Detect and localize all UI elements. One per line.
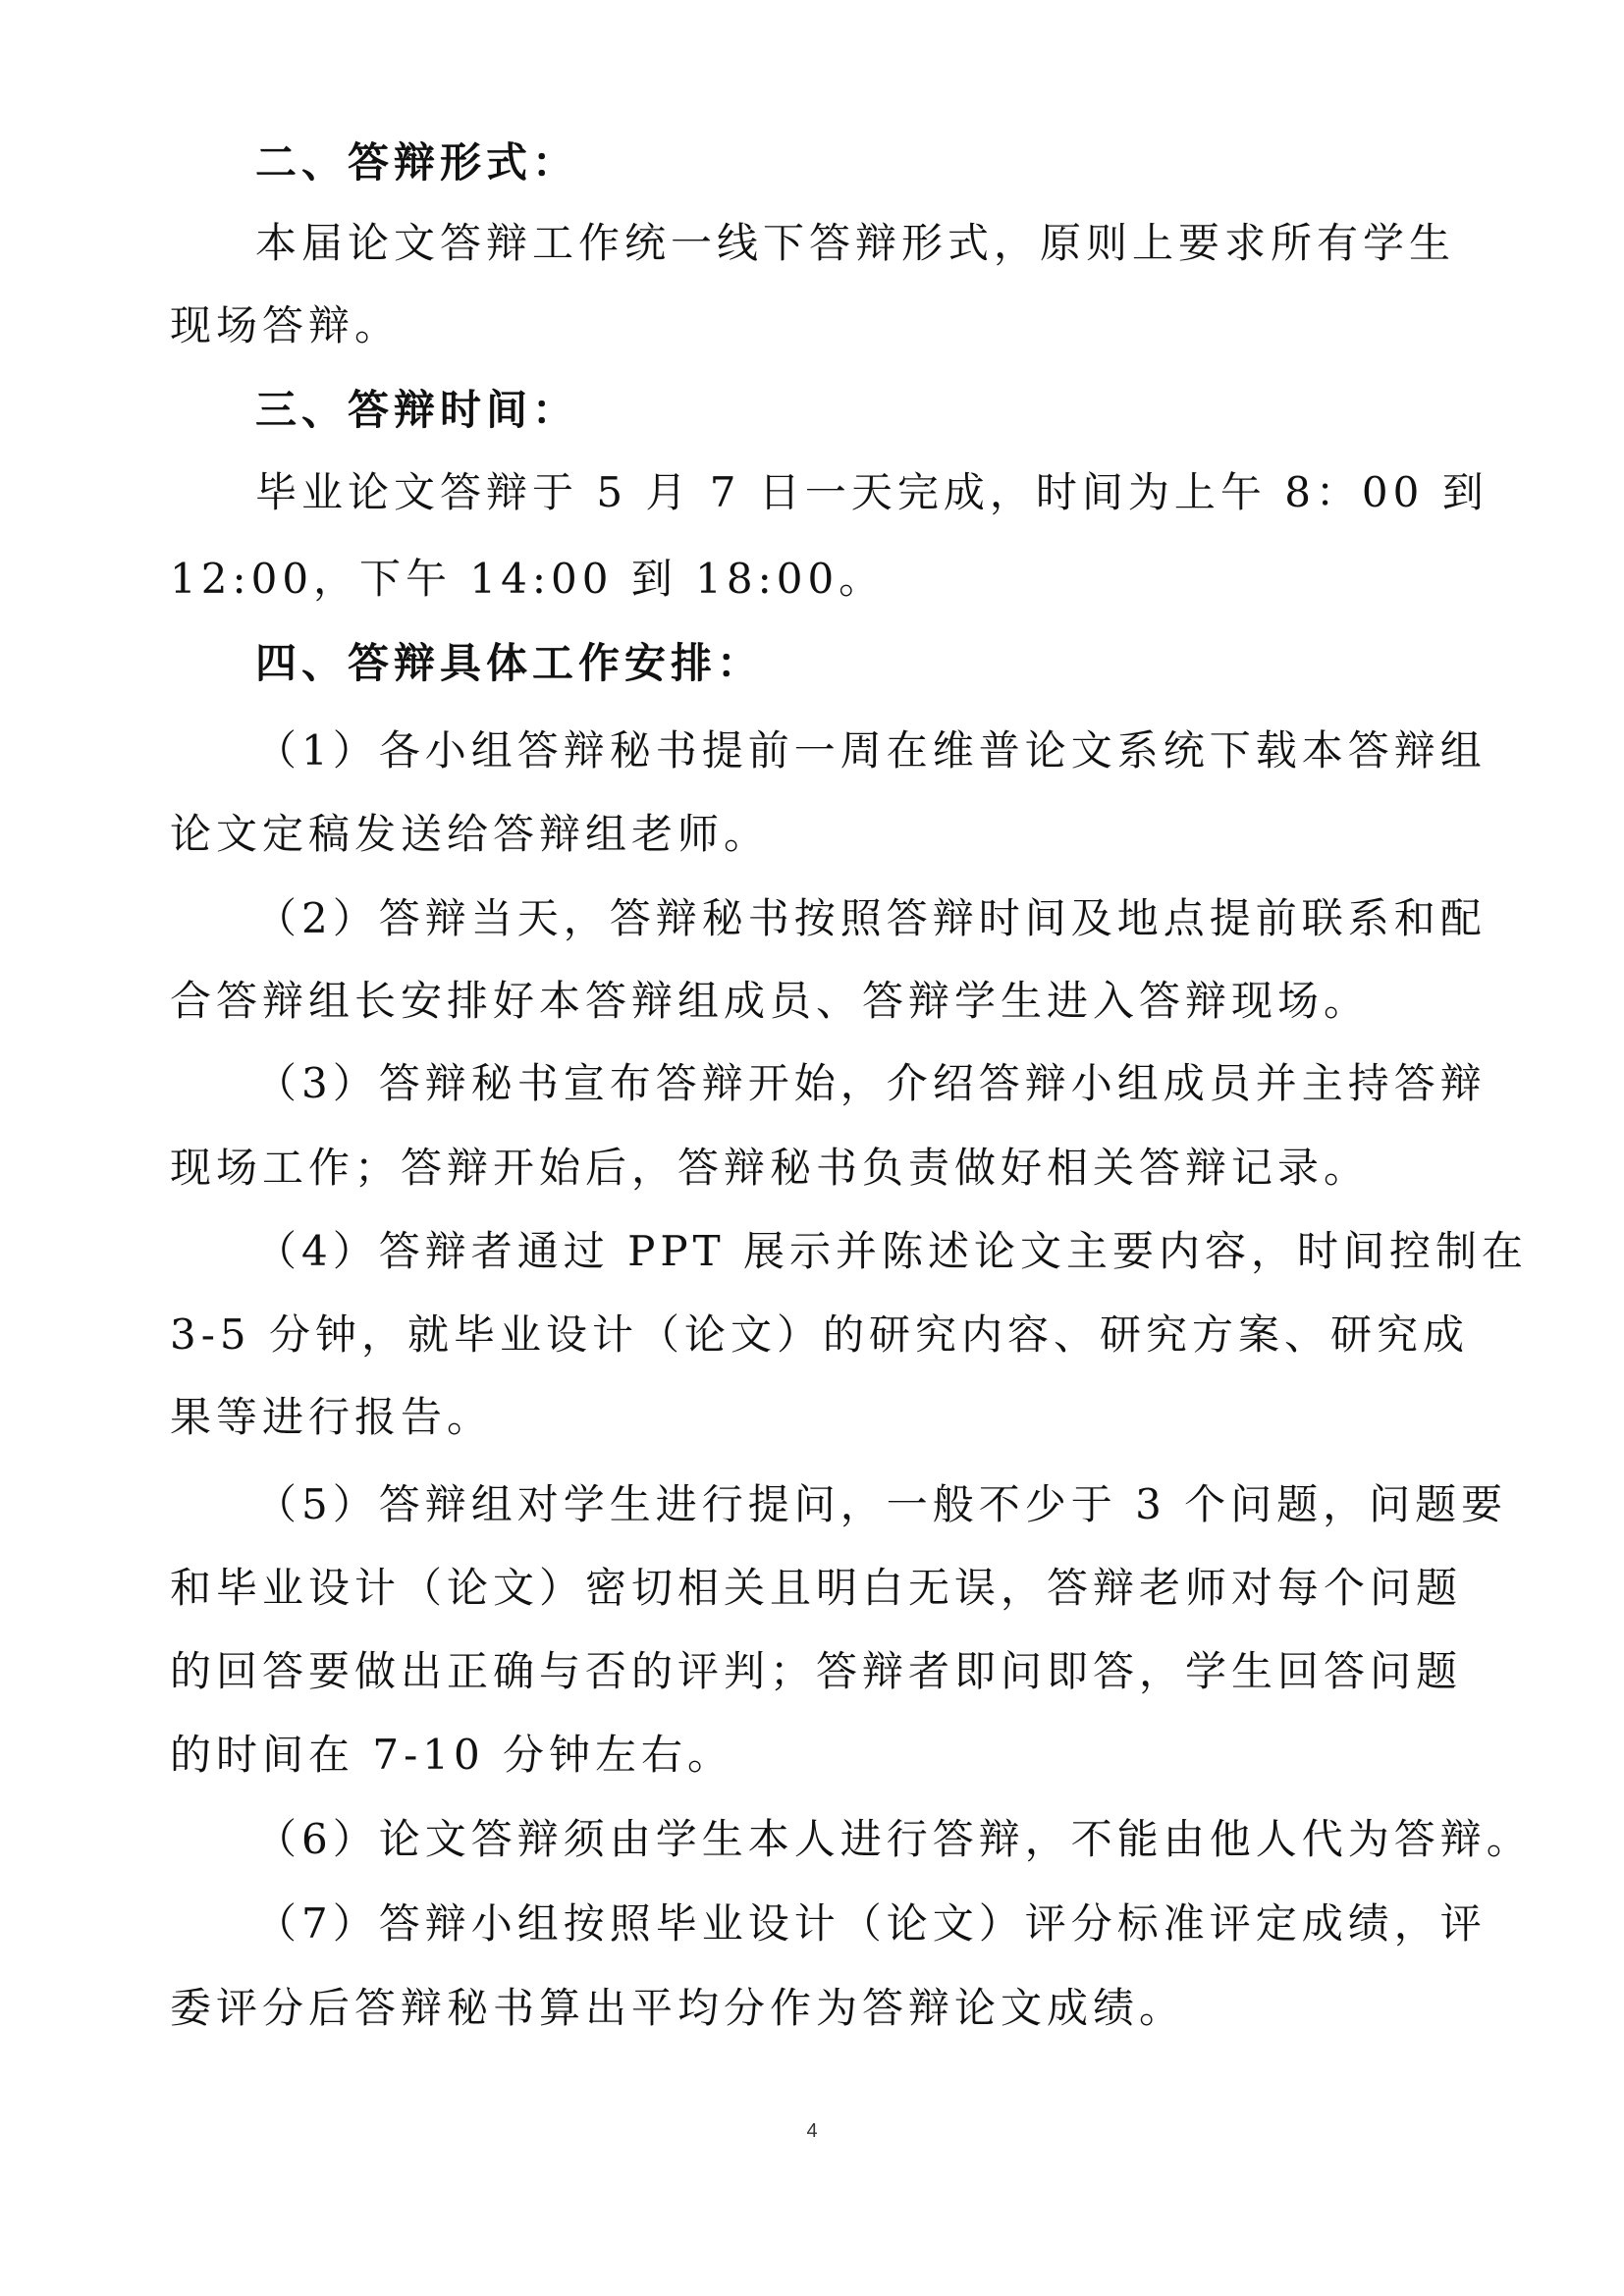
section-3-line-2: 12:00，下午 14:00 到 18:00。 bbox=[170, 555, 886, 603]
item-1-line-1: （1）各小组答辩秘书提前一周在维普论文系统下载本答辩组 bbox=[255, 726, 1487, 774]
item-5-line-2: 和毕业设计（论文）密切相关且明白无误，答辩老师对每个问题 bbox=[170, 1564, 1463, 1612]
item-2-line-2: 合答辩组长安排好本答辩组成员、答辩学生进入答辩现场。 bbox=[170, 977, 1371, 1025]
item-7-line-1: （7）答辩小组按照毕业设计（论文）评分标准评定成绩，评 bbox=[255, 1899, 1487, 1948]
item-4-line-2: 3-5 分钟，就毕业设计（论文）的研究内容、研究方案、研究成 bbox=[170, 1310, 1469, 1359]
item-6-line-1: （6）论文答辩须由学生本人进行答辩，不能由他人代为答辩。 bbox=[255, 1815, 1533, 1863]
item-3-line-2: 现场工作；答辩开始后，答辩秘书负责做好相关答辩记录。 bbox=[170, 1144, 1371, 1192]
item-5-line-3: 的回答要做出正确与否的评判；答辩者即问即答，学生回答问题 bbox=[170, 1647, 1463, 1695]
item-2-line-1: （2）答辩当天，答辩秘书按照答辩时间及地点提前联系和配 bbox=[255, 894, 1487, 942]
page-number: 4 bbox=[806, 2120, 818, 2142]
section-3-line-1: 毕业论文答辩于 5 月 7 日一天完成，时间为上午 8：00 到 bbox=[255, 468, 1489, 516]
section-3-heading: 三、答辩时间： bbox=[255, 386, 579, 434]
item-4-line-3: 果等进行报告。 bbox=[170, 1393, 494, 1441]
item-1-line-2: 论文定稿发送给答辩组老师。 bbox=[170, 810, 771, 858]
item-7-line-2: 委评分后答辩秘书算出平均分作为答辩论文成绩。 bbox=[170, 1984, 1186, 2032]
section-2-line-2: 现场答辩。 bbox=[170, 301, 402, 349]
item-5-line-1: （5）答辩组对学生进行提问，一般不少于 3 个问题，问题要 bbox=[255, 1480, 1508, 1528]
section-4-heading: 四、答辩具体工作安排： bbox=[255, 639, 764, 687]
section-2-line-1: 本届论文答辩工作统一线下答辩形式，原则上要求所有学生 bbox=[255, 219, 1456, 267]
item-5-line-4: 的时间在 7-10 分钟左右。 bbox=[170, 1731, 734, 1779]
item-3-line-1: （3）答辩秘书宣布答辩开始，介绍答辩小组成员并主持答辩 bbox=[255, 1059, 1487, 1107]
section-2-heading: 二、答辩形式： bbox=[255, 138, 579, 187]
item-4-line-1: （4）答辩者通过 PPT 展示并陈述论文主要内容，时间控制在 bbox=[255, 1227, 1528, 1275]
